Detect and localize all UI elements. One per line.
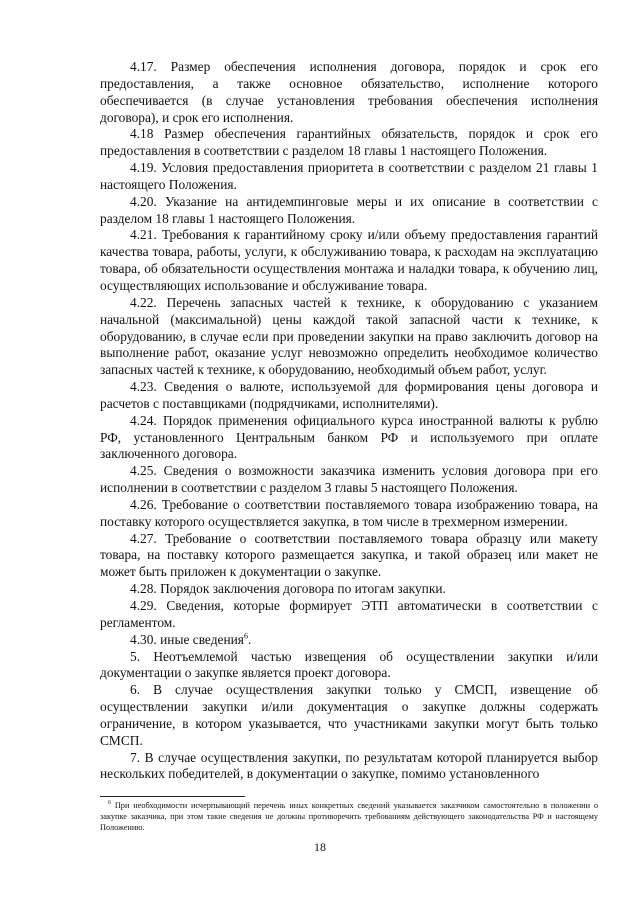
paragraph-4-25: 4.25. Сведения о возможности заказчика изменить условия договора при его исполнении в соответствии с разделом 3 главы 5 настоящего Положения.: [100, 463, 598, 496]
paragraph-4-28: 4.28. Порядок заключения договора по итогам закупки.: [130, 581, 446, 597]
footnote: [100, 801, 598, 833]
paragraph-4-27: 4.27. Требование о соответствии поставляемого товара образцу или макету товара, на поставку которого размещается закупка, и такой образец или макет не может быть приложен к документации о закупке.: [100, 530, 598, 580]
footnote-divider: [100, 796, 245, 797]
paragraph-4-21: 4.21. Требования к гарантийному сроку и/или объему предоставления гарантий качества товара, работы, услуги, к обслуживанию товара, к расходам на эксплуатацию товара, об обязательности осуществления монтажа и наладки товара, к обучению лиц, осуществляющих использование и обслуживание товара.: [100, 227, 598, 293]
footnote-reference[interactable]: 6: [243, 631, 248, 641]
document-body: [100, 59, 598, 783]
paragraph-4-30-text: 4.30. иные сведения: [130, 631, 244, 647]
paragraph-4-26: 4.26. Требование о соответствии поставляемого товара изображению товара, на поставку которого осуществляется закупка, в том числе в трехмерном измерении.: [100, 496, 598, 529]
paragraph-6: 6. В случае осуществления закупки только у СМСП, извещение об осуществлении закупки и/или документация о закупке должны содержать ограничение, в котором указывается, что участниками закупки могут быть только СМСП.: [100, 682, 598, 748]
paragraph-4-20: 4.20. Указание на антидемпинговые меры и их описание в соответствии с разделом 18 главы 1 настоящего Положения.: [100, 193, 598, 226]
footnote-text: При необходимости исчерпывающий перечень иных конкретных сведений указывается заказчиком самостоятельно в положении о закупке заказчика, при этом такие сведения не должны противоречить требованиям действующего законодательства РФ и настоящему Положению.: [100, 801, 598, 832]
footnote-mark: 6: [108, 800, 111, 807]
paragraph-4-29: 4.29. Сведения, которые формирует ЭТП автоматически в соответствии с регламентом.: [100, 598, 598, 630]
paragraph-4-18: 4.18 Размер обеспечения гарантийных обязательств, порядок и срок его предоставления в соответствии с разделом 18 главы 1 настоящего Положения.: [100, 126, 598, 159]
paragraph-4-23: 4.23. Сведения о валюте, используемой для формирования цены договора и расчетов с поставщиками (подрядчиками, исполнителями).: [100, 379, 598, 411]
paragraph-4-22: 4.22. Перечень запасных частей к технике, к оборудованию с указанием начальной (максимальной) цены каждой такой запасной части к технике, к оборудованию, в случае если при проведении закупки на право заключить договор на выполнение работ, оказание услуг невозможно определить необходимое количество запасных частей к технике, к оборудованию, необходимый объем работ, услуг.: [100, 294, 598, 378]
paragraph-5: 5. Неотъемлемой частью извещения об осуществлении закупки и/или документации о закупке является проект договора.: [100, 648, 598, 681]
paragraph-7: 7. В случае осуществления закупки, по результатам которой планируется выбор нескольких победителей, в документации о закупке, помимо установленного: [100, 749, 598, 782]
paragraph-4-30-tail: .: [247, 631, 252, 647]
paragraph-4-17: 4.17. Размер обеспечения исполнения договора, порядок и срок его предоставления, а также основное обязательство, исполнение которого обеспечивается (в случае установления требования обеспечения исполнения договора), и срок его исполнения.: [100, 59, 598, 125]
paragraph-4-30: [100, 632, 598, 649]
page-number: 18: [314, 840, 326, 854]
paragraph-4-19: 4.19. Условия предоставления приоритета в соответствии с разделом 21 главы 1 настоящего Положения.: [100, 160, 598, 192]
paragraph-4-24: 4.24. Порядок применения официального курса иностранной валюты к рублю РФ, установленного Центральным банком РФ и используемого при оплате заключенного договора.: [100, 412, 598, 462]
